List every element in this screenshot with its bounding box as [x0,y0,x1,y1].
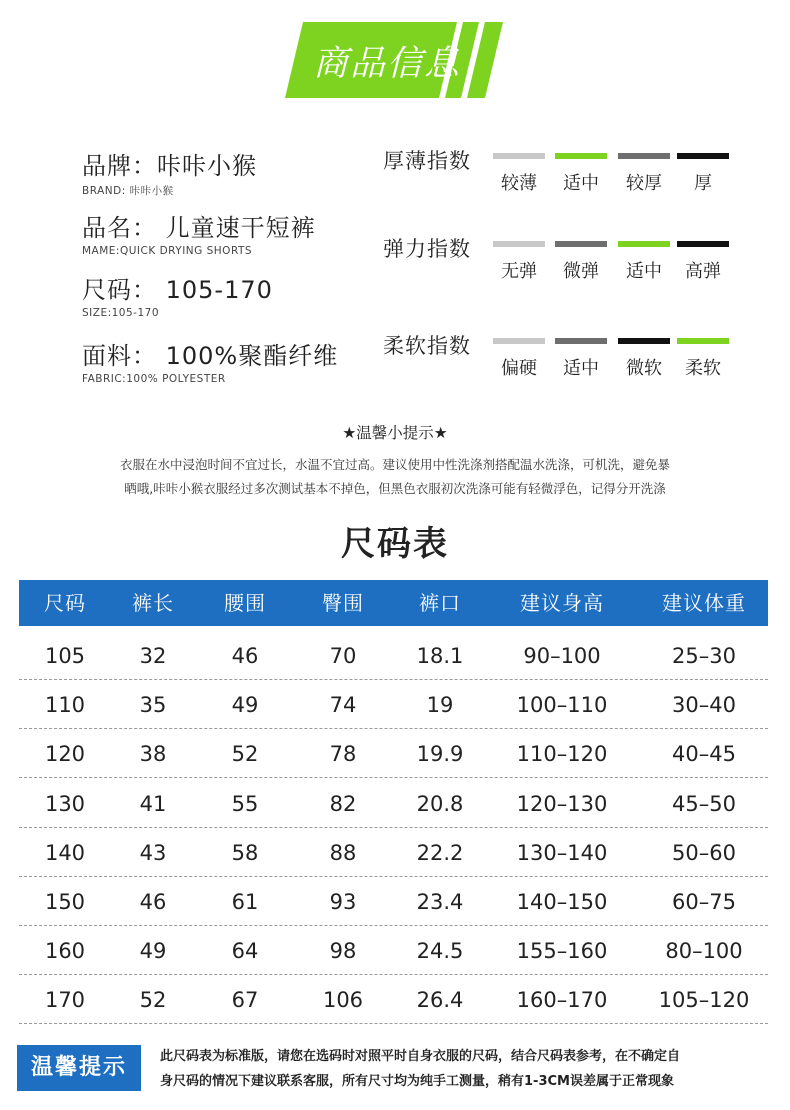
table-cell: 52 [139,988,167,1012]
table-cell: 90–100 [523,644,601,668]
note-line-2: 身尺码的情况下建议联系客服，所有尺寸均为纯手工测量，稍有1-3CM误差属于正常现象 [160,1074,674,1089]
brand-sub: BRAND: 咔咔小猴 [82,185,174,197]
product-brand [82,146,257,198]
index-label: 适中 [563,173,599,194]
table-cell: 88 [329,841,357,865]
section-banner [285,22,503,98]
index-label: 适中 [626,261,662,282]
table-divider [19,679,768,680]
index-bar [493,153,545,159]
table-cell: 49 [231,693,259,717]
index-bar [555,153,607,159]
table-cell: 22.2 [416,841,464,865]
table-cell: 50–60 [672,841,736,865]
index-label: 高弹 [685,261,721,282]
index-bar [618,241,670,247]
index-title: 柔软指数 [383,334,471,358]
product-fabric [82,336,338,385]
table-cell: 40–45 [672,742,736,766]
table-row [19,780,768,829]
table-header-cell: 臀围 [322,591,364,615]
index-bar [677,241,729,247]
table-divider [19,777,768,778]
table-header-cell: 腰围 [224,591,266,615]
table-cell: 170 [44,988,86,1012]
table-cell: 20.8 [416,792,464,816]
table-cell: 78 [329,742,357,766]
index-bar [677,338,729,344]
table-divider [19,728,768,729]
note-text [160,1044,780,1094]
table-divider [19,827,768,828]
table-cell: 80–100 [665,939,743,963]
table-cell: 70 [329,644,357,668]
index-bar [555,241,607,247]
table-cell: 140–150 [516,890,608,914]
index-bar [618,153,670,159]
table-cell: 46 [231,644,259,668]
table-header-cell: 建议体重 [662,591,746,615]
table-cell: 150 [44,890,86,914]
table-header-cell: 建议身高 [520,591,604,615]
index-label: 较厚 [626,173,662,194]
tips-title: ★温馨小提示★ [342,424,448,442]
table-cell: 32 [139,644,167,668]
table-cell: 26.4 [416,988,464,1012]
tips-line-2: 晒哦,咔咔小猴衣服经过多次测试基本不掉色，但黑色衣服初次洗涤可能有轻微浮色，记得分开洗涤 [124,481,666,496]
index-label: 厚 [694,173,712,194]
table-cell: 110 [44,693,86,717]
size-label: 尺码： 105-170 [82,276,273,304]
table-row [19,927,768,976]
table-cell: 93 [329,890,357,914]
index-label: 适中 [563,358,599,379]
table-cell: 155–160 [516,939,608,963]
table-divider [19,876,768,877]
table-divider [19,974,768,975]
index-bar [677,153,729,159]
table-cell: 58 [231,841,259,865]
table-cell: 106 [322,988,364,1012]
table-cell: 100–110 [516,693,608,717]
table-header-cell: 尺码 [44,591,86,615]
table-cell: 74 [329,693,357,717]
note-badge: 温馨提示 [17,1045,141,1091]
table-cell: 45–50 [672,792,736,816]
table-cell: 43 [139,841,167,865]
table-cell: 61 [231,890,259,914]
note-line-1: 此尺码表为标准版，请您在选码时对照平时自身衣服的尺码，结合尺码表参考，在不确定自 [160,1049,681,1064]
table-cell: 35 [139,693,167,717]
size-table-title: 尺码表 [341,524,449,564]
table-cell: 41 [139,792,167,816]
index-bar [555,338,607,344]
table-cell: 130 [44,792,86,816]
table-row [19,681,768,730]
tips-line-1: 衣服在水中浸泡时间不宜过长，水温不宜过高。建议使用中性洗涤剂搭配温水洗涤，可机洗，避免暴 [119,457,670,472]
index-label: 柔软 [685,358,721,379]
table-cell: 49 [139,939,167,963]
table-cell: 98 [329,939,357,963]
table-cell: 160–170 [516,988,608,1012]
product-size [82,270,273,319]
table-cell: 19.9 [416,742,464,766]
table-divider [19,925,768,926]
index-label: 微软 [626,358,662,379]
index-bar [493,338,545,344]
index-label: 较薄 [501,173,537,194]
brand-label: 品牌：咔咔小猴 [82,152,257,180]
index-title: 厚薄指数 [383,149,471,173]
index-bar [618,338,670,344]
table-cell: 24.5 [416,939,464,963]
table-cell: 67 [231,988,259,1012]
index-title: 弹力指数 [383,237,471,261]
table-divider [19,1023,768,1024]
table-row [19,829,768,878]
table-cell: 105–120 [658,988,750,1012]
table-cell: 19 [426,693,454,717]
table-cell: 140 [44,841,86,865]
fabric-sub: FABRIC:100% POLYESTER [82,373,226,385]
table-cell: 30–40 [672,693,736,717]
table-cell: 55 [231,792,259,816]
table-cell: 130–140 [516,841,608,865]
name-sub: MAME:QUICK DRYING SHORTS [82,245,253,257]
table-cell: 52 [231,742,259,766]
name-label: 品名： 儿童速干短裤 [82,214,316,242]
table-header-cell: 裤长 [132,591,174,615]
index-label: 偏硬 [501,358,537,379]
index-label: 微弹 [563,261,599,282]
table-cell: 64 [231,939,259,963]
table-cell: 105 [44,644,86,668]
table-cell: 38 [139,742,167,766]
table-cell: 23.4 [416,890,464,914]
table-cell: 60–75 [672,890,736,914]
table-cell: 25–30 [672,644,736,668]
index-bar [493,241,545,247]
table-row [19,976,768,1025]
table-cell: 120–130 [516,792,608,816]
table-cell: 110–120 [516,742,608,766]
banner-title: 商品信息 [312,44,461,84]
table-cell: 82 [329,792,357,816]
table-cell: 18.1 [416,644,464,668]
table-cell: 46 [139,890,167,914]
table-cell: 120 [44,742,86,766]
size-sub: SIZE:105-170 [82,307,159,319]
table-row [19,878,768,927]
product-name [82,208,316,257]
table-cell: 160 [44,939,86,963]
size-table-header [19,580,768,626]
table-row [19,632,768,681]
index-label: 无弹 [501,261,537,282]
table-header-cell: 裤口 [419,591,461,615]
fabric-label: 面料： 100%聚酯纤维 [82,342,339,370]
table-row [19,730,768,779]
